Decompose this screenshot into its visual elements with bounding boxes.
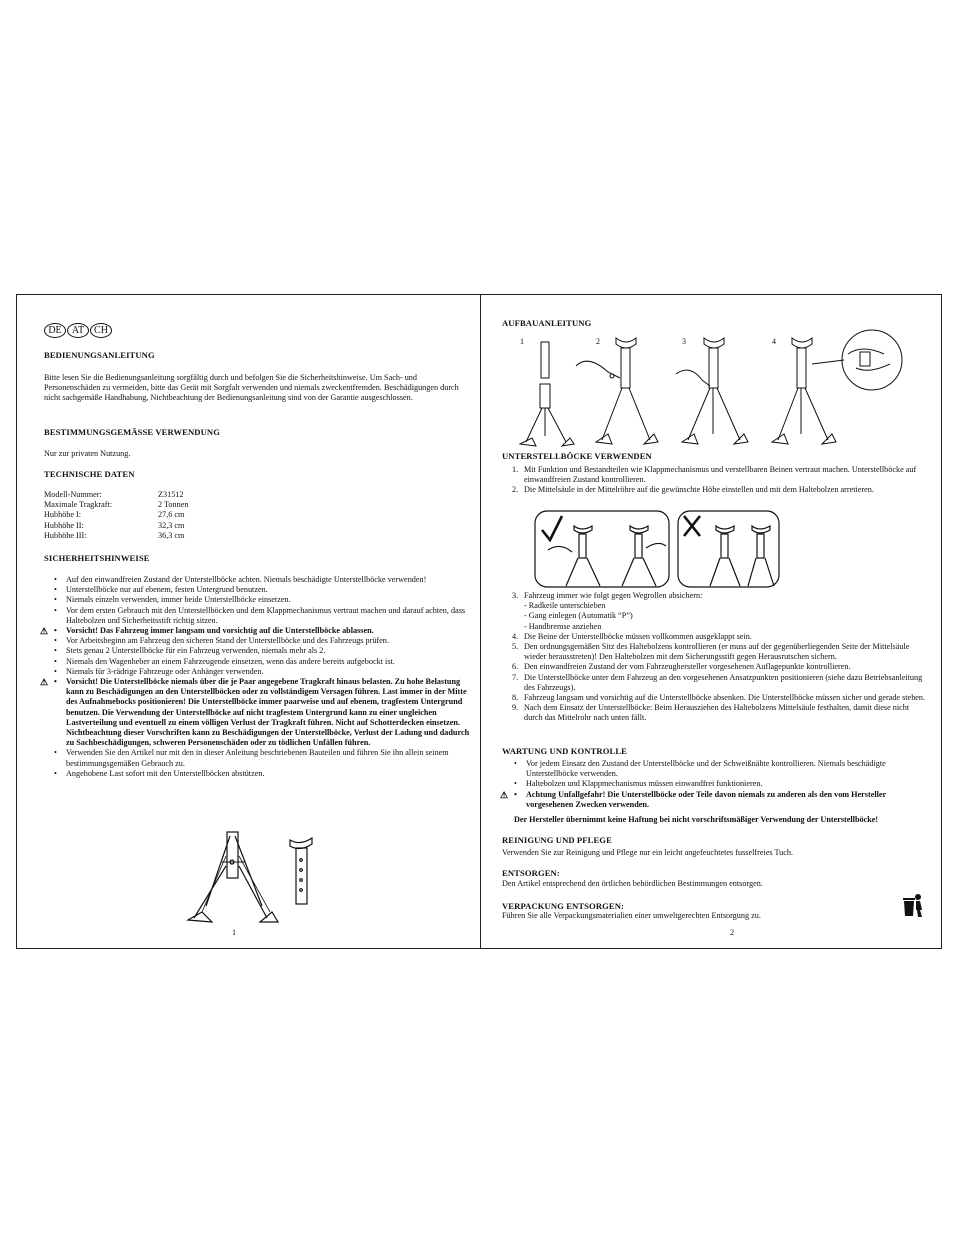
list-item: 6. Den einwandfreien Zustand der vom Fahrzeughersteller vorgesehenen Auflagepunkte kontrollieren.: [512, 662, 851, 672]
step-label: 3: [682, 337, 686, 346]
spec-table: [44, 490, 238, 541]
use-text: Nur zur privaten Nutzung.: [44, 449, 131, 458]
assembly-heading: AUFBAUANLEITUNG: [502, 318, 592, 328]
packaging-text: Führen Sie alle Verpackungsmaterialien einer umweltgerechten Entsorgung zu.: [502, 911, 761, 920]
list-item: 1. Mit Funktion und Bestandteilen wie Klappmechanismus und verstellbaren Beinen vertraut machen. Unterstellböcke auf einwandfreien Zustand kontrollieren.: [512, 465, 917, 485]
list-item: ⚠ • Vorsicht! Die Unterstellböcke niemals über die je Paar angegebene Tragkraft hinaus belasten. Zu hohe Belastung kann zu Beschädigungen an den Unterstellböcken oder zu vollständigem Versagen führen. Last immer in der Mitte des Aufnahmebocks positionieren! Die Unterstellböcke immer paarweise und auf ebenem, tragfestem Untergrund benutzen. Die Verwendung der Unterstellböcke auf nicht tragfestem Untergrund kann zu einer ungleichen Lastverteilung und eventuell zu einem völligen Verlust der Tragkraft führen. Nicht auf Schotterdecken einsetzen. Nichtbeachtung dieser Vorschriften kann zu Beschädigungen der Unterstellböcke, Verlust der Ladung und dadurch zu Sachbeschädigungen, schweren Personenschäden oder zu tödlichen Unfällen führen.: [40, 677, 470, 748]
disposal-text: Den Artikel entsprechend den örtlichen behördlichen Bestimmungen entsorgen.: [502, 879, 763, 888]
correct-panel: [535, 511, 669, 587]
spec-label: Hubhöhe III:: [44, 530, 87, 540]
maintenance-list: [500, 759, 927, 810]
step-label: 1: [520, 337, 524, 346]
intro-text: Bitte lesen Sie die Bedienungsanleitung sorgfältig durch und befolgen Sie die Sicherheitshinweise. Um Sach- und Personenschäden zu vermeiden, bitte das Gerät mit Sorgfalt verwenden und niemals zweckentfremden. Beschädigungen durch nicht sachgemäße Handhabung, Nichtbeachtung der Bedienungsanleitung sind von der Garantie ausgeschlossen.: [44, 373, 459, 403]
page-number: 2: [730, 928, 735, 937]
step-label: 4: [772, 337, 776, 346]
disposal-heading: ENTSORGEN:: [502, 868, 560, 878]
list-item: • Vor dem ersten Gebrauch mit den Unterstellböcken und dem Klappmechanismus vertraut machen und darauf achten, dass Haltebolzen und Sicherheitsstift richtig sitzen.: [54, 605, 466, 625]
list-item: 2. Die Mittelsäule in der Mittelröhre auf die gewünschte Höhe einstellen und mit dem Haltebolzen arretieren.: [512, 485, 874, 495]
use-heading: BESTIMMUNGSGEMÄSSE VERWENDUNG: [44, 427, 221, 437]
spec-label: Hubhöhe I:: [44, 510, 82, 520]
spec-value: 27,6 cm: [158, 510, 185, 520]
spec-value: 32,3 cm: [158, 520, 185, 530]
jack-stand-illustration: [182, 826, 322, 926]
list-item: 7. Die Unterstellböcke unter dem Fahrzeug an den vorgesehenen Ansatzpunkten positionieren (siehe dazu Betriebsanleitung des Fahrzeugs).: [512, 672, 923, 692]
list-item: • Niemals den Wagenheber an einem Fahrzeugende einsetzen, wenn das andere bereits aufgebockt ist.: [54, 656, 395, 666]
page-right: [502, 294, 927, 949]
page-left: [40, 294, 474, 949]
list-item: • Niemals für 3-rädrige Fahrzeuge oder Anhänger verwenden.: [54, 666, 264, 676]
spec-value: 36,3 cm: [158, 530, 185, 540]
spec-value: Z31512: [158, 490, 184, 499]
language-badges: [44, 320, 113, 338]
list-item: • Verwenden Sie den Artikel nur mit den in dieser Anleitung beschriebenen Bauteilen und führen Sie ihn allein seinem bestimmungsgemäßen Gebrauch zu.: [54, 748, 449, 768]
list-item: • Stets genau 2 Unterstellböcke für ein Fahrzeug verwenden, niemals mehr als 2.: [54, 646, 326, 656]
page-number: 1: [232, 928, 237, 937]
list-item: • Haltebolzen und Klappmechanismus müssen einwandfrei funktionieren.: [514, 779, 763, 789]
list-item: 8. Fahrzeug langsam und vorsichtig auf die Unterstellböcke absenken. Die Unterstellböcke müssen sicher und gerade stehen.: [512, 693, 926, 703]
list-item: • Vor Arbeitsbeginn am Fahrzeug den sicheren Stand der Unterstellböcke und des Fahrzeugs prüfen.: [54, 636, 389, 646]
use-steps-a: [512, 465, 927, 496]
maintenance-heading: WARTUNG UND KONTROLLE: [502, 746, 627, 756]
list-item: • Niemals einzeln verwenden, immer beide Unterstellböcke einsetzen.: [54, 595, 291, 605]
warning-icon: ⚠: [40, 626, 49, 637]
lang-badge: CH: [90, 323, 112, 338]
check-icon: [542, 516, 562, 540]
list-item: • Angehobene Last sofort mit den Unterstellböcken abstützen.: [54, 768, 265, 778]
correct-incorrect-illustration: [534, 510, 780, 588]
spec-label: Hubhöhe II:: [44, 520, 84, 530]
list-item: ⚠ • Achtung Unfallgefahr! Die Unterstellböcke oder Teile davon niemals zu anderen als den vom Hersteller vorgesehenen Zwecken verwenden.: [500, 789, 887, 809]
list-item: 9. Nach dem Einsatz der Unterstellböcke: Beim Herausziehen des Haltebolzens Mittelsäule festhalten, damit diese nicht durch das Mittelrohr nach unten fällt.: [512, 703, 910, 723]
spec-value: 2 Tonnen: [158, 500, 189, 510]
cleaning-heading: REINIGUNG UND PFLEGE: [502, 835, 612, 845]
step-label: 2: [596, 337, 600, 346]
use-heading: UNTERSTELLBÖCKE VERWENDEN: [502, 451, 652, 461]
spec-label: Maximale Tragkraft:: [44, 500, 112, 510]
warning-icon: ⚠: [40, 677, 49, 688]
lang-badge: DE: [44, 323, 66, 338]
list-item: 5. Den ordnungsgemäßen Sitz des Haltebolzens kontrollieren (er muss auf der gegenüberliegenden Seite der Mittelsäule wieder herausstreten)! Den Haltebolzen mit dem Sicherungsstift gegen Herausrutschen sichern.: [512, 642, 910, 662]
list-item: • Auf den einwandfreien Zustand der Unterstellböcke achten. Niemals beschädigte Unterstellböcke verwenden!: [54, 575, 427, 584]
lang-badge: AT: [67, 323, 89, 338]
list-item: 3. Fahrzeug immer wie folgt gegen Wegrollen absichern: - Radkeile unterschieben - Gang einlegen (Automatik “P”) - Handbremse anziehen: [512, 591, 703, 631]
assembly-steps-illustration: [512, 324, 912, 450]
list-item: • Vor jedem Einsatz den Zustand der Unterstellböcke und der Schweißnähte kontrollieren. Niemals beschädigte Unterstellböcke verwenden.: [514, 759, 886, 779]
cross-icon: [684, 516, 700, 536]
recycle-bin-icon: [900, 892, 924, 918]
cleaning-text: Verwenden Sie zur Reinigung und Pflege nur ein leicht angefeuchtetes fusselfreies Tuch.: [502, 848, 794, 857]
warning-icon: ⚠: [500, 789, 509, 800]
page-divider: [480, 294, 481, 949]
tech-heading: TECHNISCHE DATEN: [44, 469, 135, 479]
safety-list: [40, 575, 474, 779]
packaging-heading: VERPACKUNG ENTSORGEN:: [502, 901, 625, 911]
title: BEDIENUNGSANLEITUNG: [44, 350, 155, 360]
list-item: • Unterstellböcke nur auf ebenem, festen Untergrund benutzen.: [54, 585, 268, 595]
use-steps-b: [512, 591, 927, 724]
list-item: 4. Die Beine der Unterstellböcke müssen vollkommen ausgeklappt sein.: [512, 631, 752, 641]
list-item: ⚠ • Vorsicht! Das Fahrzeug immer langsam und vorsichtig auf die Unterstellböcke ablassen.: [40, 626, 374, 637]
spec-label: Modell-Nummer:: [44, 490, 102, 499]
liability-note: Der Hersteller übernimmt keine Haftung bei nicht vorschriftsmäßiger Verwendung der Unterstellböcke!: [514, 815, 879, 824]
safety-heading: SICHERHEITSHINWEISE: [44, 553, 150, 563]
